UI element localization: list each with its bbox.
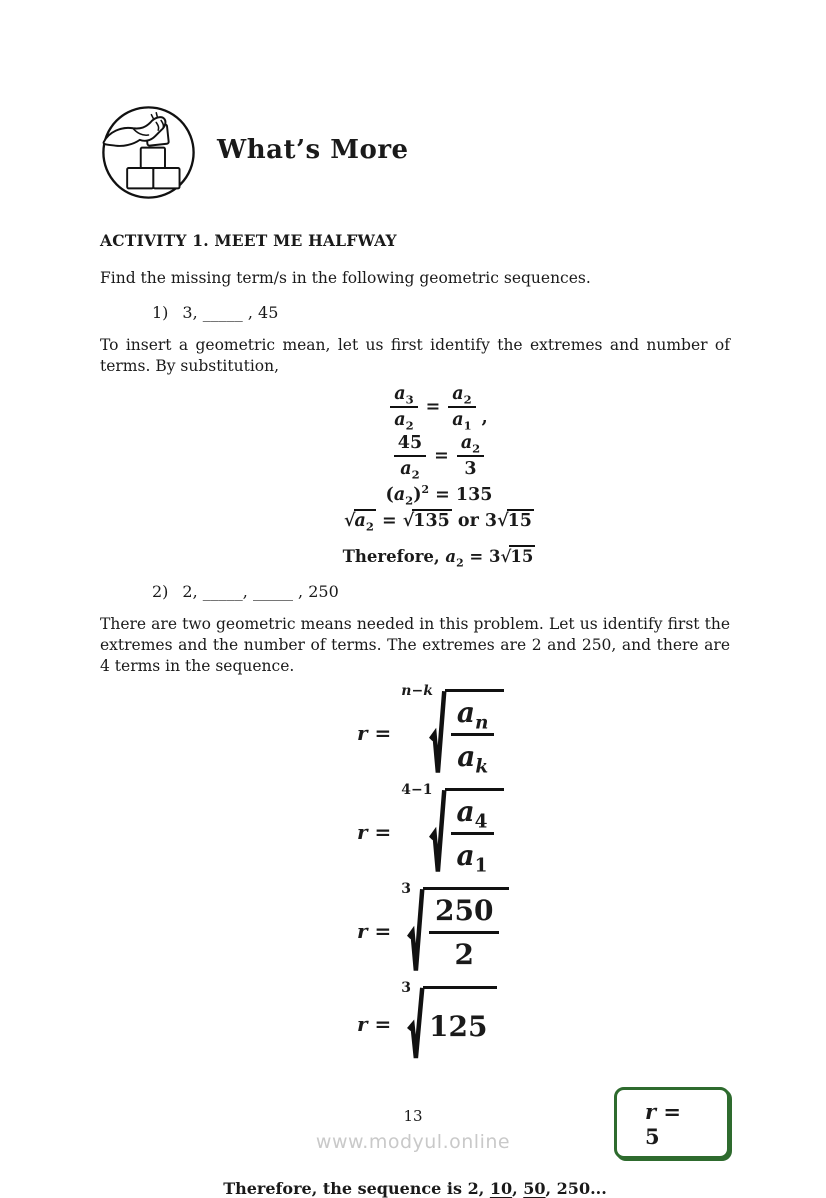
equals-sign: =	[656, 1099, 681, 1125]
math-var: a	[456, 839, 475, 873]
math-var: a	[452, 410, 464, 431]
problem-1-sequence: 3, _____ , 45	[182, 303, 279, 322]
problem-2-label: 2)	[152, 582, 169, 602]
math-var: a	[400, 459, 412, 480]
therefore-label: Therefore,	[342, 547, 446, 567]
problem-item-2	[100, 582, 730, 601]
radical-sign	[430, 788, 445, 875]
radicand	[445, 788, 504, 875]
math-var: a	[460, 433, 473, 454]
hand-stacking-blocks-icon	[100, 104, 197, 201]
problem-2-sequence: 2, _____, _____ , 250	[182, 582, 339, 602]
separator: ,	[512, 1179, 524, 1198]
math-var: a	[456, 696, 476, 730]
lhs	[357, 1012, 391, 1036]
math-sub: 4	[474, 811, 488, 833]
math-num: 3	[464, 459, 477, 480]
math-num: 45	[397, 433, 423, 454]
math-sub: 1	[463, 418, 472, 433]
problem-item-1	[100, 303, 730, 322]
therefore-statement-1	[100, 547, 730, 570]
underlined-term: 50	[523, 1179, 546, 1198]
math-num: 15	[507, 511, 532, 532]
math-var: r	[357, 819, 368, 844]
conclusion-suffix: , 250...	[545, 1179, 607, 1198]
math-num: 3	[489, 547, 501, 567]
page-title: What’s More	[217, 134, 409, 165]
page-footer	[0, 1107, 826, 1153]
radical-sign: √	[344, 511, 354, 532]
lhs	[357, 721, 391, 745]
nth-root	[401, 881, 509, 974]
equation-sqrt	[344, 511, 534, 534]
equals-sign: =	[374, 1011, 392, 1036]
math-var: r	[357, 1011, 368, 1036]
nth-root	[401, 683, 504, 778]
math-num: 15	[510, 547, 534, 567]
radical	[501, 545, 536, 566]
math-sub: 2	[463, 392, 472, 407]
math-var: a	[457, 740, 476, 774]
equation-ratio-substituted	[394, 433, 484, 482]
radical	[344, 509, 376, 534]
equation-ratio-general	[390, 384, 488, 433]
lhs	[357, 820, 391, 844]
radicand	[423, 887, 509, 974]
radical-sign: √	[500, 547, 510, 567]
math-num: 2	[454, 938, 474, 972]
math-var: a	[393, 485, 406, 506]
section-header	[100, 104, 730, 201]
equation-squared	[385, 483, 493, 508]
result-value: 5	[645, 1124, 660, 1150]
fraction	[448, 384, 475, 433]
math-num: 135	[455, 485, 493, 506]
math-sub: 2	[411, 467, 420, 482]
problem-1-label: 1)	[152, 303, 169, 322]
paragraph-two-means: There are two geometric means needed in this problem. Let us identify first the extremes and the number of terms. The extremes are 2 and 250, and there are 4 terms in the sequence.	[100, 615, 730, 676]
solution-2-equations	[357, 683, 730, 1159]
radical-sign: √	[497, 511, 507, 532]
equation-cube-root-fraction	[357, 881, 730, 974]
radical	[497, 509, 534, 531]
math-sub: n	[475, 712, 489, 734]
page-number: 13	[403, 1107, 423, 1125]
math-sub: 2	[472, 441, 481, 456]
math-num: 135	[413, 511, 450, 532]
paragraph-substitution: To insert a geometric mean, let us first identify the extremes and number of terms. By substitution,	[100, 336, 730, 376]
fraction	[457, 433, 484, 479]
paren: )	[413, 485, 422, 506]
math-sub: 2	[405, 418, 414, 433]
conclusion-statement	[100, 1179, 730, 1198]
lhs	[357, 919, 391, 943]
math-sub: 2	[456, 556, 464, 570]
math-var: a	[452, 384, 464, 405]
equals-sign: =	[374, 918, 392, 943]
math-sub: 1	[474, 855, 488, 877]
equals-sign: =	[374, 720, 392, 745]
root-index: 3	[401, 980, 412, 997]
math-sub: 2	[365, 519, 374, 534]
watermark-text: www.modyul.online	[315, 1131, 511, 1153]
radical-sign	[408, 986, 423, 1061]
comma: ,	[481, 408, 488, 429]
radicand	[423, 986, 497, 1061]
math-sub: k	[475, 756, 489, 778]
intro-text: Find the missing term/s in the following geometric sequences.	[100, 269, 591, 287]
math-num: 250	[429, 894, 499, 934]
radical	[403, 509, 452, 531]
root-index: 4−1	[401, 782, 433, 799]
solution-1-equations	[100, 381, 730, 534]
math-var: a	[456, 795, 475, 829]
nth-root	[401, 980, 497, 1061]
math-var: a	[445, 547, 457, 567]
math-var: r	[357, 720, 368, 745]
or-text: or	[451, 511, 485, 532]
paren: (	[385, 485, 394, 506]
math-num: 125	[429, 1009, 488, 1043]
equals-sign: =	[434, 446, 449, 467]
activity-heading: ACTIVITY 1. MEET ME HALFWAY	[100, 231, 397, 250]
equals-sign: =	[463, 547, 490, 567]
underlined-term: 10	[489, 1179, 513, 1198]
fraction	[451, 795, 494, 877]
radicand	[445, 689, 505, 776]
root-index: n−k	[401, 683, 433, 700]
fraction	[429, 894, 499, 972]
math-var: a	[354, 511, 366, 532]
equals-sign: =	[425, 397, 441, 418]
radical-sign	[408, 887, 423, 974]
radical-sign	[430, 689, 445, 776]
fraction	[451, 696, 495, 778]
equals-sign: =	[374, 819, 392, 844]
equation-root-general	[357, 683, 730, 778]
math-var: r	[645, 1099, 657, 1125]
fraction	[394, 433, 426, 482]
nth-root	[401, 782, 503, 877]
equation-cube-root-125	[357, 980, 730, 1061]
root-index: 3	[401, 881, 412, 898]
fraction	[390, 384, 417, 433]
equals-sign: =	[429, 485, 456, 506]
math-var: r	[357, 918, 368, 943]
math-var: a	[394, 410, 406, 431]
math-sub: 2	[405, 493, 414, 508]
conclusion-prefix: Therefore, the sequence is 2,	[223, 1179, 490, 1198]
math-num: 3	[484, 511, 498, 532]
equation-root-substituted	[357, 782, 730, 877]
math-sub: 3	[405, 392, 414, 407]
radical-sign: √	[402, 511, 413, 532]
math-exponent: 2	[421, 483, 430, 497]
math-var: a	[394, 384, 406, 405]
equals-sign: =	[375, 511, 403, 532]
